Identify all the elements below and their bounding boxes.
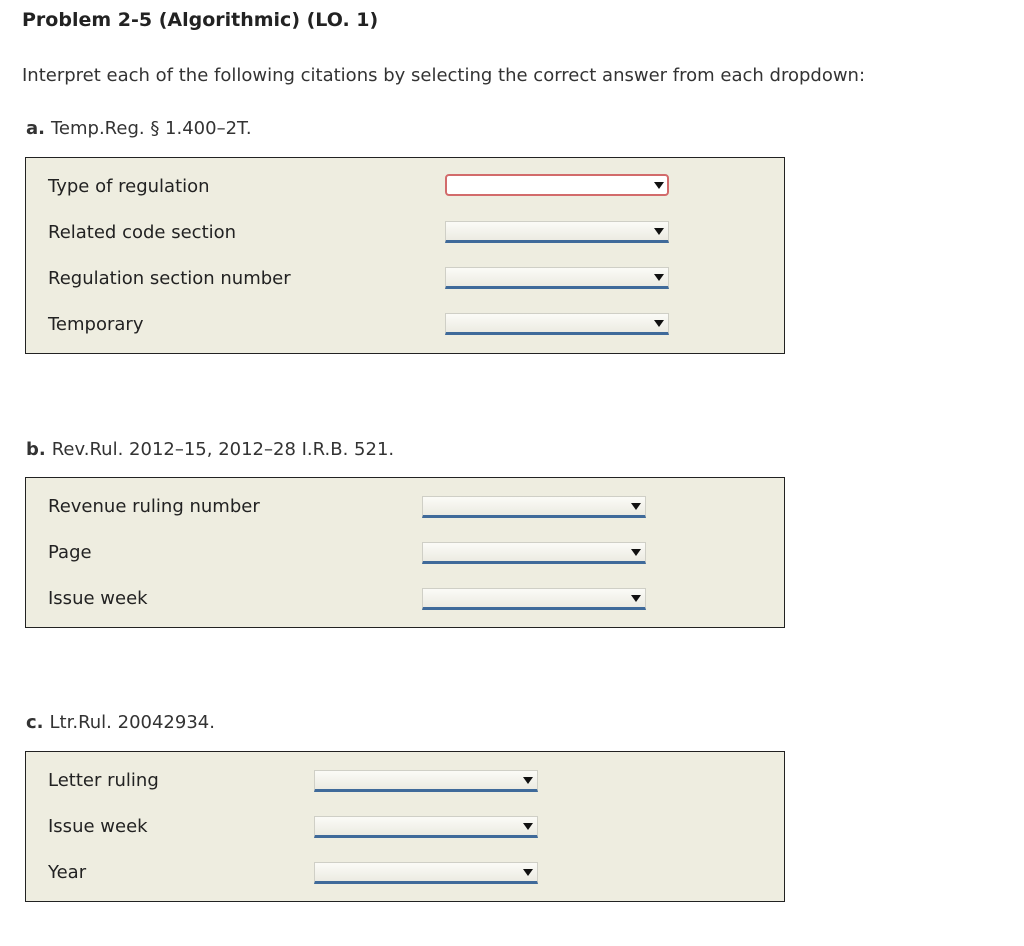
letter-ruling-dropdown[interactable] <box>314 770 538 792</box>
row-label: Issue week <box>48 588 148 609</box>
part-citation: Rev.Rul. 2012–15, 2012–28 I.R.B. 521. <box>51 439 395 460</box>
part-c-heading <box>26 712 215 733</box>
caret-down-icon <box>654 228 664 235</box>
caret-down-icon <box>654 182 664 189</box>
part-c-panel <box>25 751 785 902</box>
caret-down-icon <box>631 595 641 602</box>
row-label: Revenue ruling number <box>48 496 260 517</box>
caret-down-icon <box>631 549 641 556</box>
caret-down-icon <box>654 274 664 281</box>
row-label: Issue week <box>48 816 148 837</box>
caret-down-icon <box>523 823 533 830</box>
caret-down-icon <box>523 777 533 784</box>
part-a-heading <box>26 118 252 139</box>
row-label: Letter ruling <box>48 770 159 791</box>
temporary-dropdown[interactable] <box>445 313 669 335</box>
row-label: Page <box>48 542 92 563</box>
part-a-panel <box>25 157 785 354</box>
part-b-panel <box>25 477 785 628</box>
year-dropdown[interactable] <box>314 862 538 884</box>
part-letter: c. <box>26 712 44 733</box>
type-of-regulation-dropdown[interactable] <box>445 174 669 196</box>
part-letter: a. <box>26 118 45 139</box>
caret-down-icon <box>631 503 641 510</box>
instructions-text: Interpret each of the following citations by selecting the correct answer from each dropdown: <box>22 65 866 86</box>
related-code-section-dropdown[interactable] <box>445 221 669 243</box>
part-citation: Temp.Reg. § 1.400–2T. <box>50 118 252 139</box>
problem-title: Problem 2-5 (Algorithmic) (LO. 1) <box>22 9 379 31</box>
row-label: Related code section <box>48 222 237 243</box>
row-label: Regulation section number <box>48 268 291 289</box>
row-label: Type of regulation <box>48 176 210 197</box>
caret-down-icon <box>654 320 664 327</box>
row-label: Year <box>48 862 87 883</box>
caret-down-icon <box>523 869 533 876</box>
row-label: Temporary <box>48 314 144 335</box>
revenue-ruling-number-dropdown[interactable] <box>422 496 646 518</box>
issue-week-dropdown[interactable] <box>314 816 538 838</box>
page-dropdown[interactable] <box>422 542 646 564</box>
part-letter: b. <box>26 439 46 460</box>
issue-week-dropdown[interactable] <box>422 588 646 610</box>
part-citation: Ltr.Rul. 20042934. <box>49 712 215 733</box>
part-b-heading <box>26 439 394 460</box>
regulation-section-number-dropdown[interactable] <box>445 267 669 289</box>
